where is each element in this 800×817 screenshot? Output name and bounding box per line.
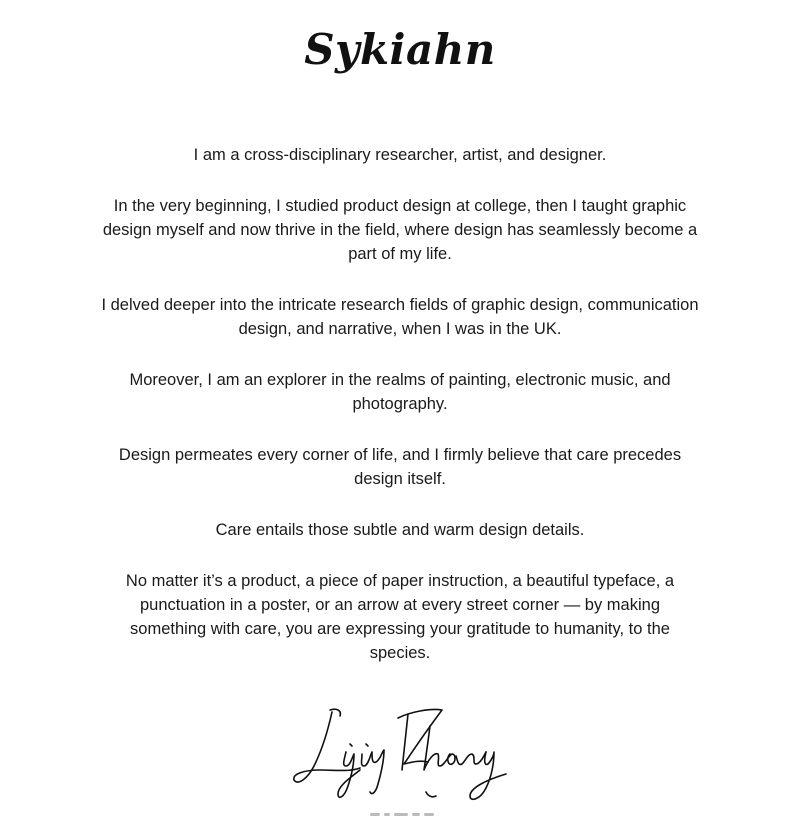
bio-paragraph-5: Design permeates every corner of life, and I firmly believe that care precedes design itself. [118,446,682,488]
bio-paragraph-1: I am a cross-disciplinary researcher, artist, and designer. [193,146,607,164]
footer-mark-icon [368,812,438,817]
bio-paragraph-7: No matter it’s a product, a piece of paper instruction, a beautiful typeface, a punctuation in a poster, or an arrow at every street corner — by making something with care, you are expressing your gratitude to humanity, to the species. [125,572,675,662]
bio-paragraph-4: Moreover, I am an explorer in the realms of painting, electronic music, and photography. [129,371,671,413]
page-title: Sykiahn [304,25,496,74]
bio-text [100,143,700,692]
bio-paragraph-2: In the very beginning, I studied product design at college, then I taught graphic design myself and now thrive in the field, where design has seamlessly become a part of my life. [102,197,698,263]
bio-paragraph-6: Care entails those subtle and warm design details. [215,521,585,539]
handwritten-signature-icon [280,700,520,810]
bio-paragraph-3: I delved deeper into the intricate research fields of graphic design, communication design, and narrative, when I was in the UK. [101,296,699,338]
signature-drawing [280,700,520,810]
